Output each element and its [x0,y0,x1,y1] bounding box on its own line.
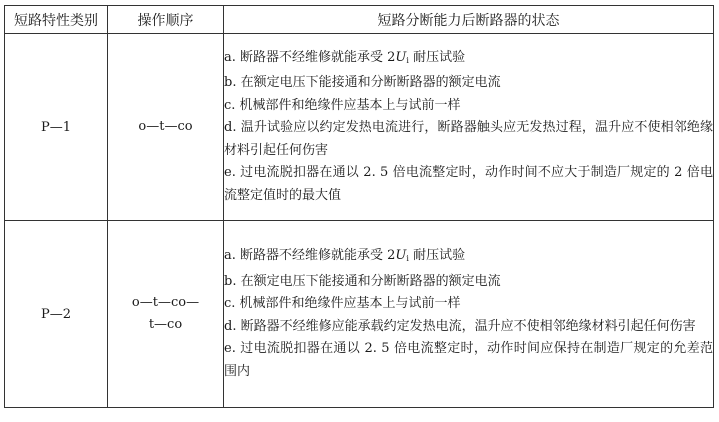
state-item: a. 断路器不经维修就能承受 $2U_i$ 耐压试验 [224,248,466,263]
sequence-line: t—co [148,317,183,332]
table-row [5,34,714,221]
state-item: a. 断路器不经维修就能承受 $2U_i$ 耐压试验 [224,49,466,65]
sequence-line: o—t—co— [131,295,200,310]
category-cell: P—1 [5,34,108,221]
short-circuit-table [4,5,714,408]
state-cell [224,221,714,408]
sequence-cell [108,34,224,221]
sequence-cell [108,221,224,408]
state-item: c. 机械部件和绝缘件应基本上与试前一样 [224,97,461,113]
header-category: 短路特性类别 [5,6,108,34]
header-sequence: 操作顺序 [108,6,224,34]
state-item: d. 断路器不经维修应能承载约定发热电流，温升应不使相邻绝缘材料引起任何伤害 [224,318,696,334]
table-row [5,221,714,408]
header-row [5,6,714,34]
state-item: b. 在额定电压下能接通和分断断路器的额定电流 [224,75,501,91]
state-cell [224,34,714,221]
sequence-line: o—t—co [138,119,193,134]
state-item: e. 过电流脱扣器在通以 2. 5 倍电流整定时，动作时间不应大于制造厂规定的 2 倍电流整定值时的最大值 [224,165,713,203]
state-item: c. 机械部件和绝缘件应基本上与试前一样 [224,296,461,311]
category-cell: P—2 [5,221,108,408]
state-item: d. 温升试验应以约定发热电流进行，断路器触头应无发热过程，温升应不使相邻绝缘材料引起任何伤害 [224,120,713,158]
state-item: b. 在额定电压下能接通和分断断路器的额定电流 [224,273,501,289]
state-item: e. 过电流脱扣器在通以 2. 5 倍电流整定时，动作时间应保持在制造厂规定的允差范围内 [224,341,713,379]
header-state: 短路分断能力后断路器的状态 [224,6,714,34]
